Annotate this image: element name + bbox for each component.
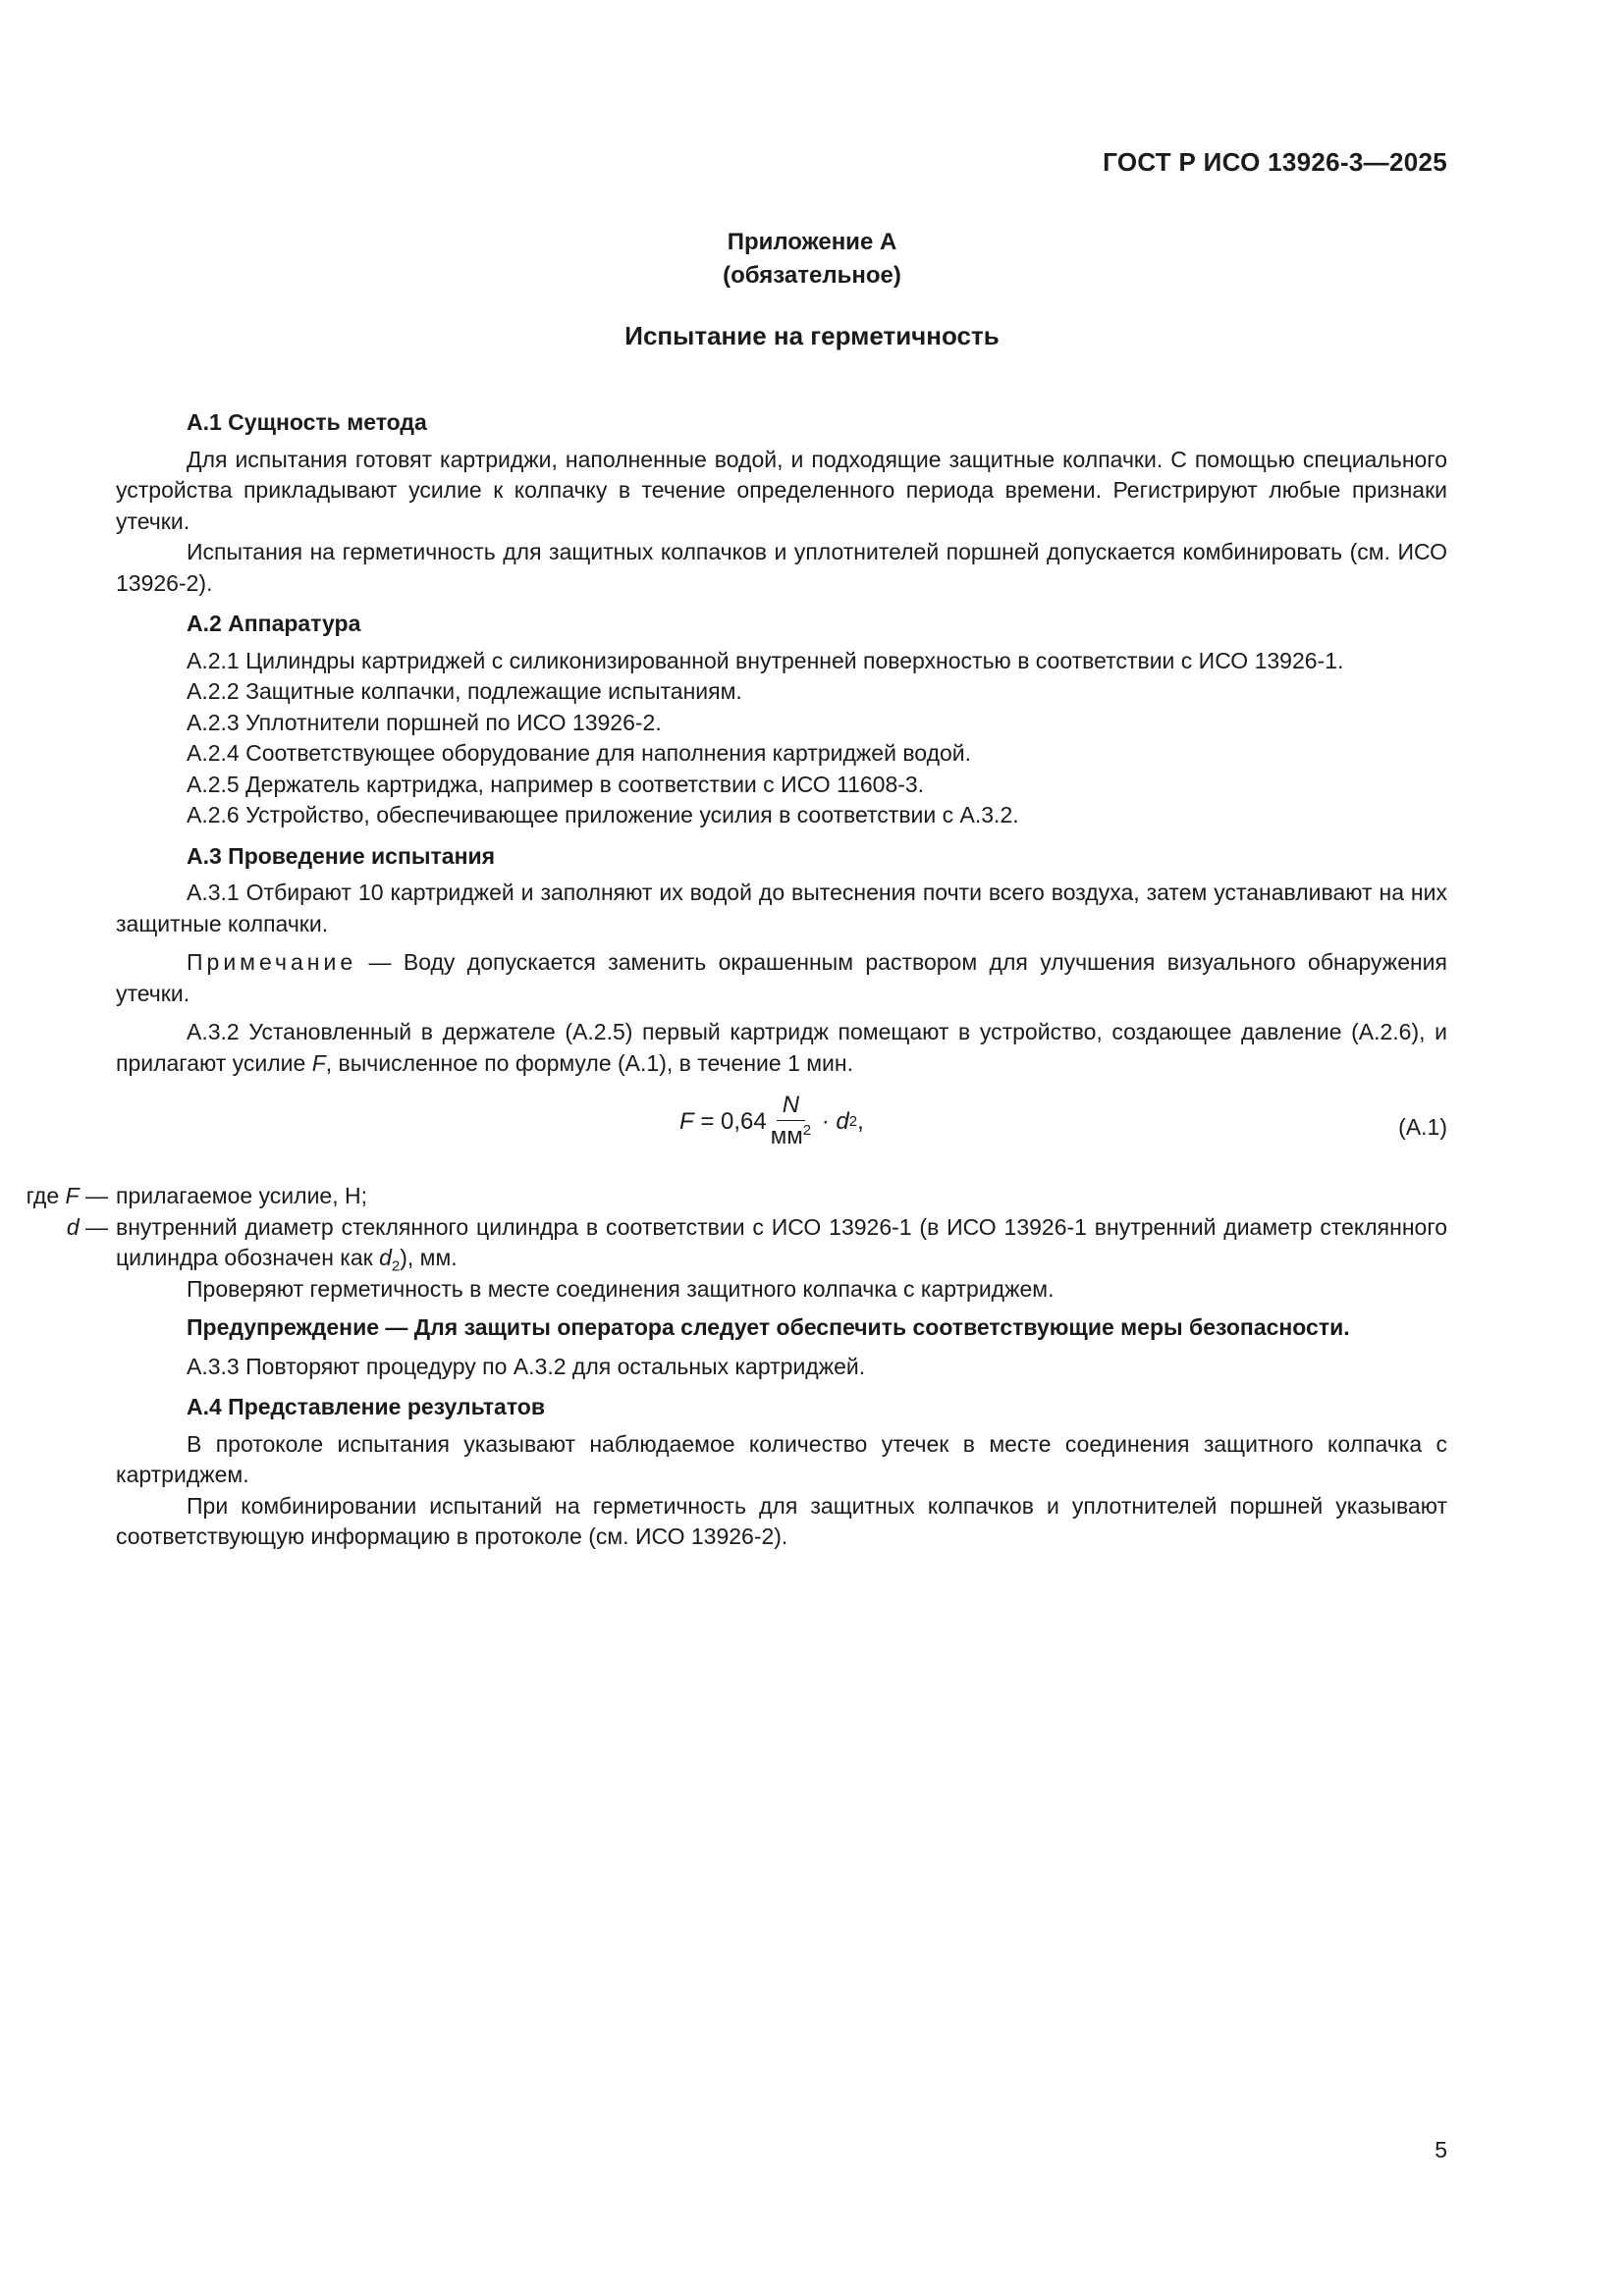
formula-block xyxy=(116,1087,1447,1173)
paragraph: Для испытания готовят картриджи, наполненные водой, и подходящие защитные колпачки. С помощью специального устройства прикладывают усилие к колпачку в течение определенного периода времени. Регистрируют любые признаки утечки. xyxy=(116,446,1447,534)
annex-title: Испытание на герметичность xyxy=(624,321,1000,350)
equation-number: (А.1) xyxy=(1398,1114,1447,1140)
warning: Предупреждение — Для защиты оператора следует обеспечить соответствующие меры безопасности. xyxy=(187,1314,1350,1340)
note-text: — Воду допускается заменить окрашенным раствором для улучшения визуального обнаружения утечки. xyxy=(116,949,1447,1006)
annex-status: (обязательное) xyxy=(723,262,901,289)
paragraph: При комбинировании испытаний на герметичность для защитных колпачков и уплотнителей поршней указывают соответствующую информацию в протоколе (см. ИСО 13926-2). xyxy=(116,1492,1447,1549)
section-heading-a1: А.1 Сущность метода xyxy=(187,409,427,435)
formula: F = 0,64 $\frac{N}{мм^2}$ · d 2 , xyxy=(679,1091,864,1152)
paragraph: Проверяют герметичность в месте соединения защитного колпачка с картриджем. xyxy=(187,1275,1055,1302)
fraction: $\frac{N}{мм^2}$ xyxy=(770,1092,812,1149)
section-heading-a4: А.4 Представление результатов xyxy=(187,1394,545,1419)
section-heading-a2: А.2 Аппаратура xyxy=(187,611,361,636)
paragraph: В протоколе испытания указывают наблюдаемое количество утечек в месте соединения защитного колпачка с картриджем. xyxy=(116,1430,1447,1487)
page-number: 5 xyxy=(1435,2137,1447,2163)
document-body xyxy=(26,398,1447,1553)
standard-designation: ГОСТ Р ИСО 13926-3—2025 xyxy=(1103,147,1447,177)
note xyxy=(116,947,1447,1009)
legend-row: где F — прилагаемое усилие, Н; xyxy=(26,1183,367,1208)
formula-legend xyxy=(0,1181,1447,1274)
section-heading-a3: А.3 Проведение испытания xyxy=(187,842,496,869)
annex-heading xyxy=(0,226,1624,293)
annex-label: Приложение А xyxy=(727,229,897,255)
list-item: А.2.6 Устройство, обеспечивающее приложение усилия в соответствии с А.3.2. xyxy=(187,802,1019,828)
paragraph: А.3.2 Установленный в держателе (А.2.5) первый картридж помещают в устройство, создающее давление (А.2.6), и прилагают усилие F, вычисленное по формуле (А.1), в течение 1 мин. xyxy=(116,1019,1447,1076)
list-item: А.2.5 Держатель картриджа, например в соответствии с ИСО 11608-3. xyxy=(187,771,925,797)
list-item: А.2.3 Уплотнители поршней по ИСО 13926-2. xyxy=(187,709,662,735)
paragraph: А.3.1 Отбирают 10 картриджей и заполняют их водой до вытеснения почти всего воздуха, затем устанавливают на них защитные колпачки. xyxy=(116,880,1447,936)
paragraph: А.3.3 Повторяют процедуру по А.3.2 для остальных картриджей. xyxy=(187,1353,866,1379)
paragraph: Испытания на герметичность для защитных колпачков и уплотнителей поршней допускается комбинировать (см. ИСО 13926-2). xyxy=(116,539,1447,596)
list-item: А.2.2 Защитные колпачки, подлежащие испытаниям. xyxy=(187,678,742,704)
list-item: А.2.1 Цилиндры картриджей с силиконизированной внутренней поверхностью в соответствии с ИСО 13926-1. xyxy=(187,647,1344,673)
legend-row: d — внутренний диаметр стеклянного цилиндра в соответствии с ИСО 13926-1 (в ИСО 13926-1 внутренний диаметр стеклянного цилиндра обозначен как $d_2$), мм. xyxy=(66,1213,1447,1275)
note-label: Примечание xyxy=(187,949,357,975)
list-item: А.2.4 Соответствующее оборудование для наполнения картриджей водой. xyxy=(187,740,972,766)
